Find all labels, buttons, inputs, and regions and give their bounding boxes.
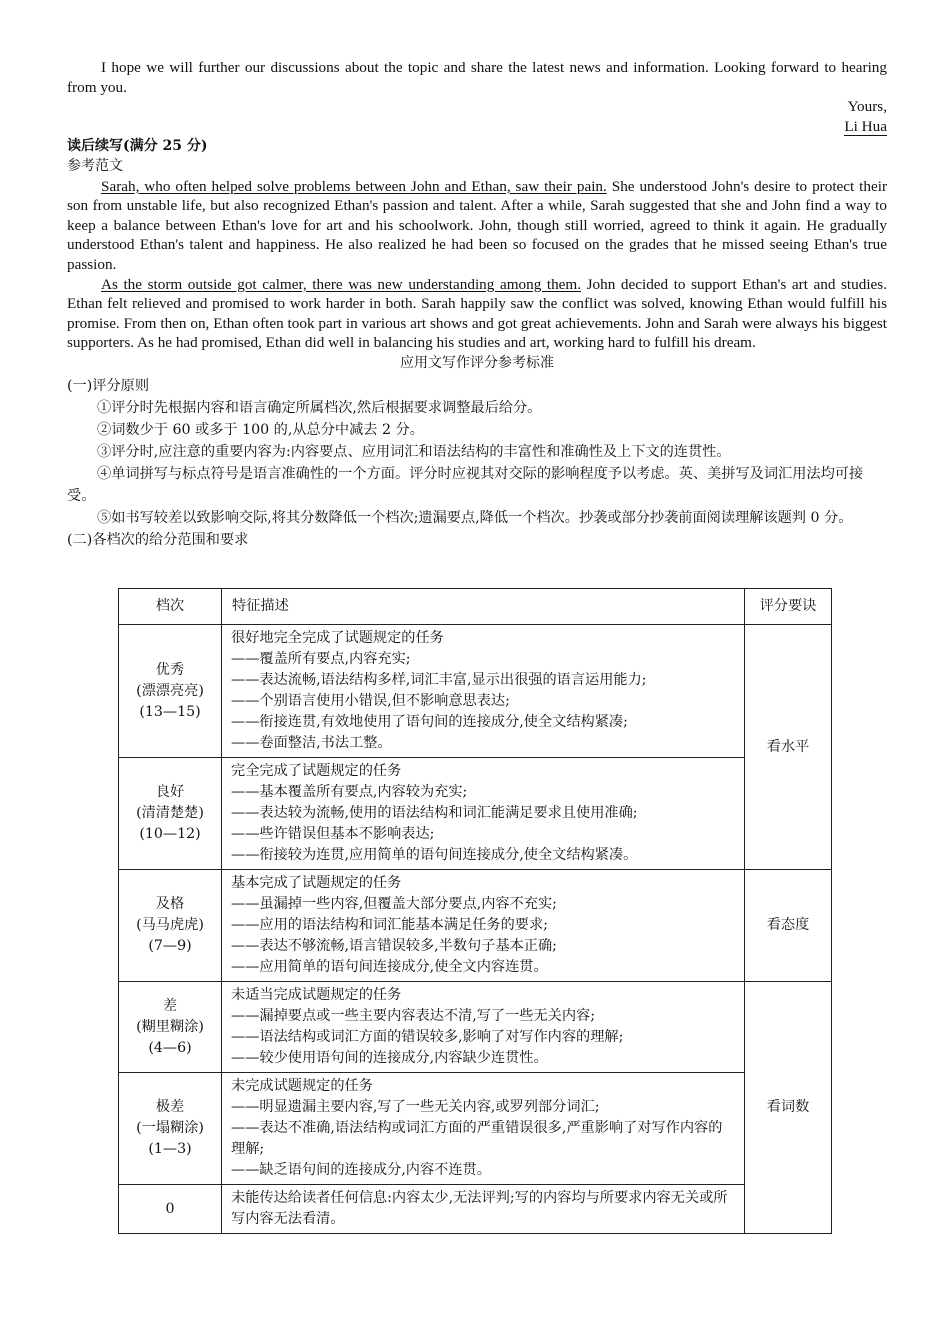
grade-cell [119,870,222,982]
grade-name: 差 [162,997,178,1014]
description-line: ——应用的语法结构和词汇能基本满足任务的要求; [231,917,548,933]
header-description: 特征描述 [222,589,745,625]
grade-nickname: (漂漂亮亮) [136,682,204,699]
header-grade: 档次 [119,589,222,625]
sample-label: 参考范文 [67,157,123,174]
rubric-header-row [119,589,832,625]
grade-range: (13—15) [139,703,201,720]
grade-nickname: (一塌糊涂) [136,1120,204,1136]
sample-p1-body: She understood John's desire to protect their son from unstable life, but also recognized Ethan's passion and talent. After a while, Sarah suggested that she and John find a way to keep a balance between Ethan's love for art and his schoolwork. John, though still worried, agreed to think it again. He gradually understood Ethan's talent and happiness. He also realized he had been so focused on the grades that he missed seeing Ethan's true passion. [67,177,888,273]
letter-closing-paragraph: I hope we will further our discussions about the topic and share the latest news and information. Looking forward to hearing from you. [67,59,887,96]
description-line: ——虽漏掉一些内容,但覆盖大部分要点,内容不充实; [231,896,557,912]
description-line: 未完成试题规定的任务 [231,1078,373,1094]
description-cell [222,1185,745,1234]
rubric-row-pass [119,870,832,982]
tip-cell: 看态度 [745,870,832,982]
letter-signature: Li Hua [844,117,887,135]
grade-cell [119,1073,222,1185]
description-cell [222,1073,745,1185]
description-line: ——漏掉要点或一些主要内容表达不清,写了一些无关内容; [231,1008,595,1024]
description-line: 完全完成了试题规定的任务 [231,763,402,779]
principle-5: ⑤如书写较差以致影响交际,将其分数降低一个档次;遗漏要点,降低一个档次。抄袭或部分抄袭前面阅读理解该题判 0 分。 [97,509,853,526]
rubric-row-zero [119,1185,832,1234]
sample-p2-body: John decided to support Ethan's art and studies. Ethan felt relieved and promised to work harder in both. Sarah happily saw the conflict was solved, knowing Ethan would fulfill his promise. From then on, Ethan often took part in various art shows and got great achievements. John and Sarah were always his biggest supporters. As he had promised, Ethan did well in balancing his studies and art, working hard to fulfill his dream. [67,275,887,352]
description-line: ——表达不准确,语法结构或词汇方面的严重错误很多,严重影响了对写作内容的理解; [231,1120,723,1157]
description-line: ——表达较为流畅,使用的语法结构和词汇能满足要求且使用准确; [231,805,638,821]
section-title: 读后续写(满分 25 分) [67,138,208,155]
grade-cell [119,1185,222,1234]
grade-name: 及格 [155,896,185,912]
sample-p2-topic-sentence: As the storm outside got calmer, there was new understanding among them. [101,275,582,293]
grade-cell [119,982,222,1073]
scoring-title: 应用文写作评分参考标准 [400,354,554,371]
description-line: ——明显遗漏主要内容,写了一些无关内容,或罗列部分词汇; [231,1099,600,1115]
rubric-row-excellent [119,625,832,758]
sample-paragraph-1 [67,177,887,275]
sample-paragraph-2 [67,275,887,353]
grade-name: 优秀 [155,661,185,678]
grade-nickname: (清清楚楚) [136,805,204,821]
description-line: 很好地完全完成了试题规定的任务 [231,630,444,646]
grade-name: 极差 [155,1099,185,1115]
description-cell [222,625,745,758]
letter-sign-off: Yours, [847,98,887,116]
principle-3: ③评分时,应注意的重要内容为:内容要点、应用词汇和语法结构的丰富性和准确性及上下文的连贯性。 [97,443,731,460]
description-line: 基本完成了试题规定的任务 [231,875,402,891]
description-line: ——表达不够流畅,语言错误较多,半数句子基本正确; [231,938,557,954]
principle-1: ①评分时先根据内容和语言确定所属档次,然后根据要求调整最后给分。 [97,399,542,416]
description-cell [222,982,745,1073]
description-line: ——缺乏语句间的连接成分,内容不连贯。 [231,1162,491,1178]
description-line: ——衔接连贯,有效地使用了语句间的连接成分,使全文结构紧凑; [231,714,628,730]
grade-name: 良好 [155,784,185,800]
tip-cell: 看词数 [745,982,832,1234]
grade-nickname: (马马虎虎) [136,917,204,933]
description-line: ——个别语言使用小错误,但不影响意思表达; [231,693,510,709]
grade-cell [119,758,222,870]
rubric-row-poor [119,982,832,1073]
principle-2: ②词数少于 60 或多于 100 的,从总分中减去 2 分。 [97,421,424,438]
levels-heading: (二)各档次的给分范围和要求 [67,531,249,548]
principle-4: ④单词拼写与标点符号是语言准确性的一个方面。评分时应视其对交际的影响程度予以考虑。英、美拼写及词汇用法均可接受。 [67,465,864,504]
description-line: 未适当完成试题规定的任务 [231,987,402,1003]
description-line: ——覆盖所有要点,内容充实; [231,651,411,667]
description-line: ——基本覆盖所有要点,内容较为充实; [231,784,468,800]
rubric-table [118,588,832,1234]
description-line: 未能传达给读者任何信息:内容太少,无法评判;写的内容均与所要求内容无关或所写内容无法看清。 [231,1190,728,1227]
header-tip: 评分要诀 [745,589,832,625]
scoring-principles [67,375,887,551]
description-cell [222,758,745,870]
grade-nickname: (糊里糊涂) [136,1018,204,1035]
page-content [67,58,887,551]
description-cell [222,870,745,982]
description-line: ——语法结构或词汇方面的错误较多,影响了对写作内容的理解; [231,1029,624,1045]
principles-heading: (一)评分原则 [67,377,150,394]
sample-p1-topic-sentence: Sarah, who often helped solve problems between John and Ethan, saw their pain. [101,177,607,195]
description-line: ——表达流畅,语法结构多样,词汇丰富,显示出很强的语言运用能力; [231,672,647,688]
description-line: ——卷面整洁,书法工整。 [231,735,392,751]
grade-range: (4—6) [148,1039,192,1056]
description-line: ——应用简单的语句间连接成分,使全文内容连贯。 [231,959,548,975]
rubric-row-very-poor [119,1073,832,1185]
description-line: ——些许错误但基本不影响表达; [231,826,435,842]
grade-cell [119,625,222,758]
description-line: ——较少使用语句间的连接成分,内容缺少连贯性。 [231,1050,548,1066]
grade-range: (7—9) [148,938,192,954]
rubric-row-good [119,758,832,870]
tip-cell: 看水平 [745,625,832,870]
grade-range: (10—12) [139,826,201,842]
description-line: ——衔接较为连贯,应用简单的语句间连接成分,使全文结构紧凑。 [231,847,638,863]
grade-range: (1—3) [148,1141,192,1157]
grade-name: 0 [165,1200,175,1217]
